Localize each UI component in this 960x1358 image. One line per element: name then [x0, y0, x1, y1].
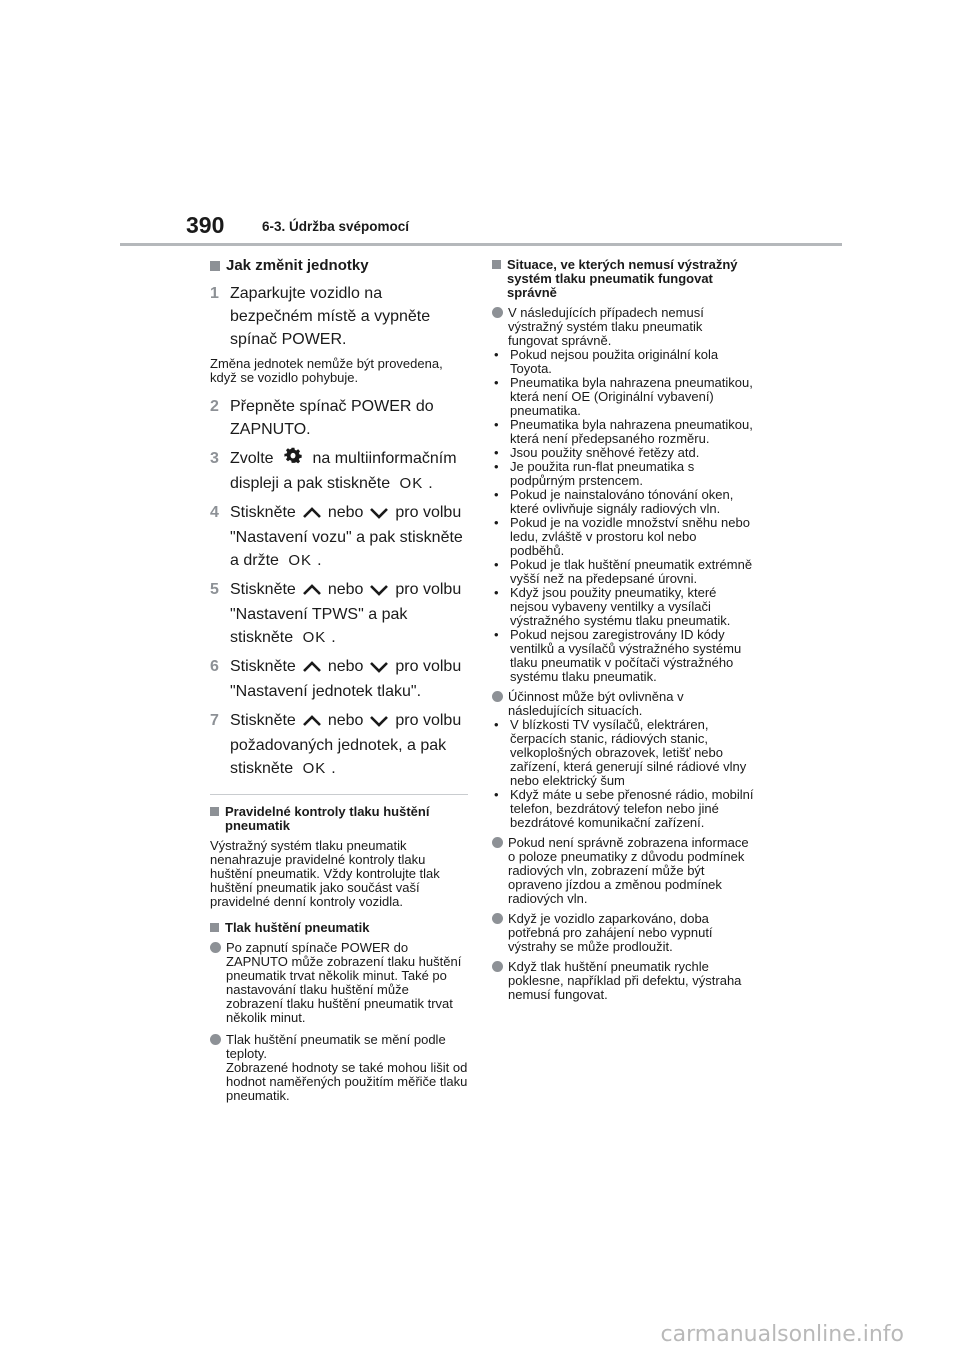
step-text-part: Zvolte: [230, 450, 274, 467]
list-item: [492, 628, 754, 684]
list-item: [492, 788, 754, 830]
bullet-text: Účinnost může být ovlivněna v následujících situacích.: [508, 689, 684, 718]
step-text: [230, 709, 468, 780]
situations-heading-text: Situace, ve kterých nemusí výstražný systém tlaku pneumatik fungovat správně: [507, 257, 738, 300]
bullet-dot-icon: [210, 1034, 221, 1045]
right-column: [492, 258, 754, 1002]
step-text-part: pro volbu "Nastavení TPWS" a pak stiskněte: [230, 581, 462, 646]
chevron-up-icon: [302, 580, 322, 603]
list-item-text: Pneumatika byla nahrazena pneumatikou, která není OE (Originální vybavení) pneumatika.: [510, 375, 753, 418]
step-text: [230, 447, 468, 495]
pressure-heading-text: Tlak huštění pneumatik: [225, 920, 370, 935]
step-number: 3: [210, 450, 219, 467]
list-item: [492, 376, 754, 418]
list-marker: •: [494, 445, 499, 460]
bullet-text: [226, 1033, 468, 1103]
step-7: [210, 709, 468, 780]
step-text-part: nebo: [327, 504, 364, 521]
chevron-down-icon: [369, 657, 389, 680]
list-item: [492, 488, 754, 516]
checks-heading-text: Pravidelné kontroly tlaku huštění pneumatik: [225, 804, 430, 833]
ok-button-glyph: OK: [302, 629, 327, 646]
step-6: [210, 655, 468, 703]
bullet-dot-icon: [492, 837, 503, 848]
list-item: [492, 348, 754, 376]
step-number: 5: [210, 581, 219, 598]
step-text-part: pro volbu "Nastavení jednotek tlaku".: [230, 658, 462, 700]
list-marker: •: [494, 347, 499, 362]
list-item: [492, 418, 754, 446]
step-2: [210, 395, 468, 441]
checks-paragraph: Výstražný systém tlaku pneumatik nenahrazuje pravidelné kontroly tlaku huštění pneumatik. Vždy kontrolujte tlak huštění pneumatik jako součást vaší pravidelné denní kontroly vozidla.: [210, 838, 440, 909]
pressure-bullet-2: [210, 1033, 468, 1103]
list-item: [492, 460, 754, 488]
ok-button-glyph: OK: [399, 475, 424, 492]
pressure-bullet-1: [210, 941, 468, 1025]
pressure-heading: [210, 921, 468, 935]
bullet-text: Když tlak huštění pneumatik rychle poklesne, například při defektu, výstraha nemusí fungovat.: [508, 959, 742, 1002]
chevron-down-icon: [369, 503, 389, 526]
step-text-part: pro volbu "Nastavení vozu" a pak stiskněte a držte: [230, 504, 463, 569]
gear-icon: [284, 447, 302, 472]
list-marker: •: [494, 487, 499, 502]
sub-list-2: [492, 718, 754, 830]
list-item: [492, 718, 754, 788]
list-item-text: Jsou použity sněhové řetězy atd.: [510, 445, 700, 460]
list-item-text: Pokud je tlak huštění pneumatik extrémně vyšší než na předepsané úrovni.: [510, 557, 753, 586]
list-item: [492, 446, 754, 460]
list-item: [492, 558, 754, 586]
units-heading-text: Jak změnit jednotky: [226, 257, 369, 274]
bullet-dot-icon: [210, 942, 221, 953]
sub-list-1: [492, 348, 754, 684]
list-marker: •: [494, 557, 499, 572]
list-marker: •: [494, 717, 499, 732]
list-marker: •: [494, 417, 499, 432]
step-number: 1: [210, 285, 219, 302]
step-text-part: nebo: [327, 712, 364, 729]
chevron-down-icon: [369, 580, 389, 603]
situations-bullet-3: [492, 836, 754, 906]
list-item-text: Pokud nejsou použita originální kola Toyota.: [510, 347, 719, 376]
list-marker: •: [494, 375, 499, 390]
chevron-up-icon: [302, 711, 322, 734]
ok-button-glyph: OK: [302, 760, 327, 777]
step-text-part: Stiskněte: [230, 504, 296, 521]
list-item-text: Pokud nejsou zaregistrovány ID kódy ventilků a vysílačů výstražného systému tlaku pneumatik v počítači výstražného systému tlaku pneumatik.: [510, 627, 742, 684]
watermark: carmanualsonline.info: [660, 1322, 904, 1347]
step-text-part: .: [317, 552, 322, 569]
step-text-part: na multiinformačním displeji a pak stiskněte: [230, 450, 457, 492]
bullet-text: V následujících případech nemusí výstražný systém tlaku pneumatik fungovat správně.: [508, 305, 704, 348]
square-marker-icon: [492, 260, 501, 269]
header-rule: [120, 243, 842, 246]
situations-heading: [492, 258, 754, 300]
step-number: 4: [210, 504, 219, 521]
step-text-part: .: [331, 760, 336, 777]
left-column: [210, 258, 468, 1103]
list-item-text: Pokud je na vozidle množství sněhu nebo ledu, zvláště v prostoru kol nebo podběhů.: [510, 515, 750, 558]
bullet-dot-icon: [492, 913, 503, 924]
list-marker: •: [494, 787, 499, 802]
situations-bullet-5: [492, 960, 754, 1002]
step-1: [210, 282, 468, 351]
step-text-part: nebo: [327, 658, 364, 675]
step-text-part: Stiskněte: [230, 581, 296, 598]
list-item-text: V blízkosti TV vysílačů, elektráren, čerpacích stanic, rádiových stanic, velkoplošných obrazovek, letišť nebo zařízení, která generují silné rádiové vlny nebo elektrický šum: [510, 717, 747, 788]
list-item-text: Pneumatika byla nahrazena pneumatikou, která není předepsaného rozměru.: [510, 417, 753, 446]
list-item-text: Je použita run-flat pneumatika s podpůrným prstencem.: [510, 459, 695, 488]
list-marker: •: [494, 585, 499, 600]
step-3: [210, 447, 468, 495]
bullet-dot-icon: [492, 961, 503, 972]
step-number: 6: [210, 658, 219, 675]
square-marker-icon: [210, 807, 219, 816]
list-marker: •: [494, 459, 499, 474]
list-item-text: Když jsou použity pneumatiky, které nejsou vybaveny ventilky a vysílači výstražného systému tlaku pneumatik.: [510, 585, 731, 628]
bullet-text-part: Zobrazené hodnoty se také mohou lišit od hodnot naměřených použitím měřiče tlaku pneumatik.: [226, 1060, 468, 1103]
step-text: [230, 501, 468, 572]
units-heading: [210, 258, 468, 274]
situations-bullet-1: [492, 306, 754, 348]
situations-bullet-2: [492, 690, 754, 718]
bullet-dot-icon: [492, 691, 503, 702]
step-text: [230, 655, 468, 703]
bullet-text: Pokud není správně zobrazena informace o poloze pneumatiky z důvodu podmínek radiových vln, zobrazení může být opraveno jízdou a změnou podmínek radiových vln.: [508, 835, 749, 906]
checks-heading: [210, 805, 468, 833]
situations-bullet-4: [492, 912, 754, 954]
step-text: Zaparkujte vozidlo na bezpečném místě a vypněte spínač POWER.: [230, 285, 431, 348]
list-item-text: Pokud je nainstalováno tónování oken, které ovlivňuje signály radiových vln.: [510, 487, 734, 516]
list-marker: •: [494, 627, 499, 642]
chevron-down-icon: [369, 711, 389, 734]
step-text-part: .: [331, 629, 336, 646]
step-text: [230, 578, 468, 649]
section-divider: [210, 794, 468, 795]
chevron-up-icon: [302, 503, 322, 526]
bullet-text-part: Tlak huštění pneumatik se mění podle teploty.: [226, 1032, 446, 1061]
step-text-part: Stiskněte: [230, 658, 296, 675]
chevron-up-icon: [302, 657, 322, 680]
step-text: Přepněte spínač POWER do ZAPNUTO.: [230, 398, 434, 438]
bullet-text: Když je vozidlo zaparkováno, doba potřebná pro zahájení nebo vypnutí výstrahy se může prodloužit.: [508, 911, 713, 954]
list-item: [492, 586, 754, 628]
ok-button-glyph: OK: [288, 552, 313, 569]
step-text-part: nebo: [327, 581, 364, 598]
square-marker-icon: [210, 261, 220, 271]
step-5: [210, 578, 468, 649]
step-number: 2: [210, 398, 219, 415]
page-number: 390: [186, 212, 225, 238]
list-marker: •: [494, 515, 499, 530]
square-marker-icon: [210, 923, 219, 932]
step-text-part: Stiskněte: [230, 712, 296, 729]
step-text-part: pro volbu požadovaných jednotek, a pak stiskněte: [230, 712, 462, 777]
step-number: 7: [210, 712, 219, 729]
step-text-part: .: [428, 475, 433, 492]
list-item-text: Když máte u sebe přenosné rádio, mobilní telefon, bezdrátový telefon nebo jiné bezdrátové komunikační zařízení.: [510, 787, 754, 830]
bullet-text: Po zapnutí spínače POWER do ZAPNUTO může zobrazení tlaku huštění pneumatik trvat několik minut. Také po nastavování tlaku huštění může zobrazení tlaku huštění pneumatik trvat několik minut.: [226, 940, 462, 1025]
list-item: [492, 516, 754, 558]
step-4: [210, 501, 468, 572]
chapter-title: 6-3. Údržba svépomocí: [262, 219, 410, 234]
bullet-dot-icon: [492, 307, 503, 318]
step-note: Změna jednotek nemůže být provedena, když se vozidlo pohybuje.: [210, 356, 443, 385]
